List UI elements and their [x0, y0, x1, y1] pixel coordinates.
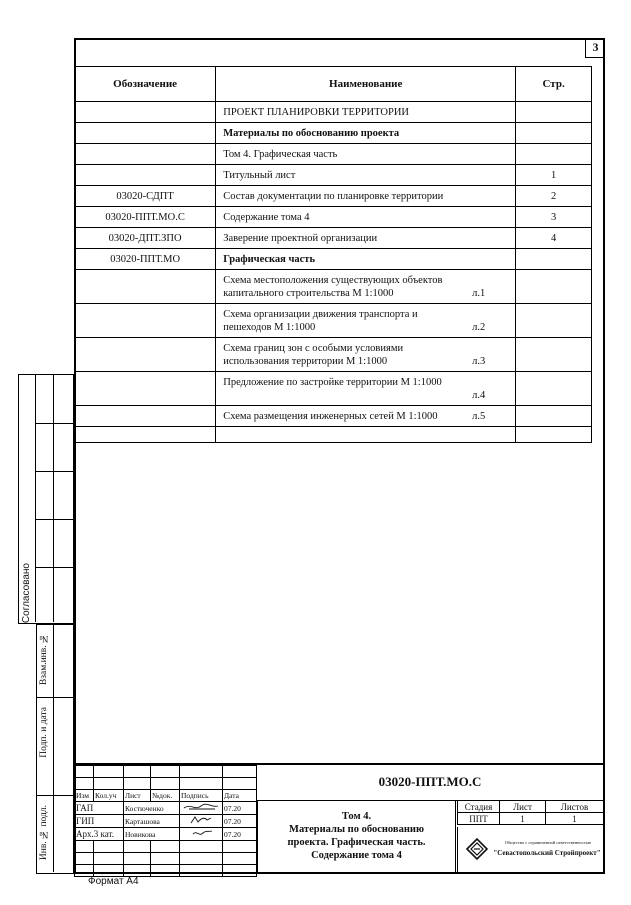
side-stamp-agreed — [18, 374, 74, 624]
signer-row: ГИП Карташова 07.20 — [75, 815, 257, 828]
header-name: Наименование — [216, 67, 516, 102]
table-row: 03020-ДПТ.ЗПО Заверение проектной организации 4 — [75, 228, 592, 249]
signature-icon — [181, 828, 221, 838]
table-row: 03020-ППТ.МО Графическая часть — [75, 249, 592, 270]
signer-row: ГАП Костюченко 07.20 — [75, 802, 257, 815]
document-code: 03020-ППТ.МО.С — [257, 765, 603, 801]
header-designation: Обозначение — [75, 67, 216, 102]
sheet-ref: л.2 — [472, 321, 486, 333]
sheet-ref: л.5 — [472, 410, 486, 422]
organization-type: Общество с ограниченной ответственностью — [504, 840, 592, 845]
contents-table — [74, 66, 592, 443]
table-row: Том 4. Графическая часть — [75, 144, 592, 165]
page-number: 3 — [585, 38, 605, 58]
revision-header-row: Изм Кол.уч Лист №док. Подпись Дата — [75, 790, 257, 802]
sheet-ref: л.3 — [472, 355, 486, 367]
signature-icon — [181, 802, 221, 812]
organization-stamp — [457, 827, 603, 874]
revision-table — [74, 765, 257, 877]
paper-format: Формат А4 — [88, 876, 139, 887]
table-row: ПРОЕКТ ПЛАНИРОВКИ ТЕРРИТОРИИ — [75, 102, 592, 123]
table-row — [75, 427, 592, 443]
table-row: 03020-СДПТ Состав документации по планировке территории 2 — [75, 186, 592, 207]
organization-name: "Севастопольский Стройпроект" — [493, 849, 601, 857]
stage-value-row: ППТ 1 1 — [458, 813, 604, 825]
table-row: Титульный лист 1 — [75, 165, 592, 186]
sheet-ref: л.4 — [472, 389, 486, 401]
document-name: Том 4. Материалы по обоснованию проекта. Графическая часть. Содержание тома 4 — [257, 800, 456, 874]
header-page: Стр. — [516, 67, 592, 102]
side-stamp-inventory — [36, 624, 74, 874]
sheet-ref: л.1 — [472, 287, 486, 299]
table-row: Материалы по обоснованию проекта — [75, 123, 592, 144]
table-row: Схема границ зон с особыми условиями использования территории М 1:1000 л.3 — [75, 338, 592, 372]
table-row: Схема организации движения транспорта и пешеходов М 1:1000 л.2 — [75, 304, 592, 338]
table-row: Схема размещения инженерных сетей М 1:1000 л.5 — [75, 406, 592, 427]
table-row: Предложение по застройке территории М 1:1000 л.4 — [75, 372, 592, 406]
sign-date-label: Подп. и дата — [39, 707, 49, 758]
swap-inventory-label: Взам.инв. № — [39, 633, 49, 686]
organization-logo-icon — [464, 836, 490, 862]
inventory-original-label: Инв. № подл. — [39, 805, 49, 861]
title-block — [74, 763, 605, 874]
stage-header-row: Стадия Лист Листов — [458, 801, 604, 813]
stage-table — [457, 800, 604, 825]
table-row: 03020-ППТ.МО.С Содержание тома 4 3 — [75, 207, 592, 228]
agreed-label: Согласовано — [21, 563, 32, 624]
table-row: Схема местоположения существующих объектов капитального строительства М 1:1000 л.1 — [75, 270, 592, 304]
table-header-row — [75, 67, 592, 102]
signer-row: Арх.3 кат. Новикова 07.20 — [75, 828, 257, 841]
signature-icon — [181, 815, 221, 825]
